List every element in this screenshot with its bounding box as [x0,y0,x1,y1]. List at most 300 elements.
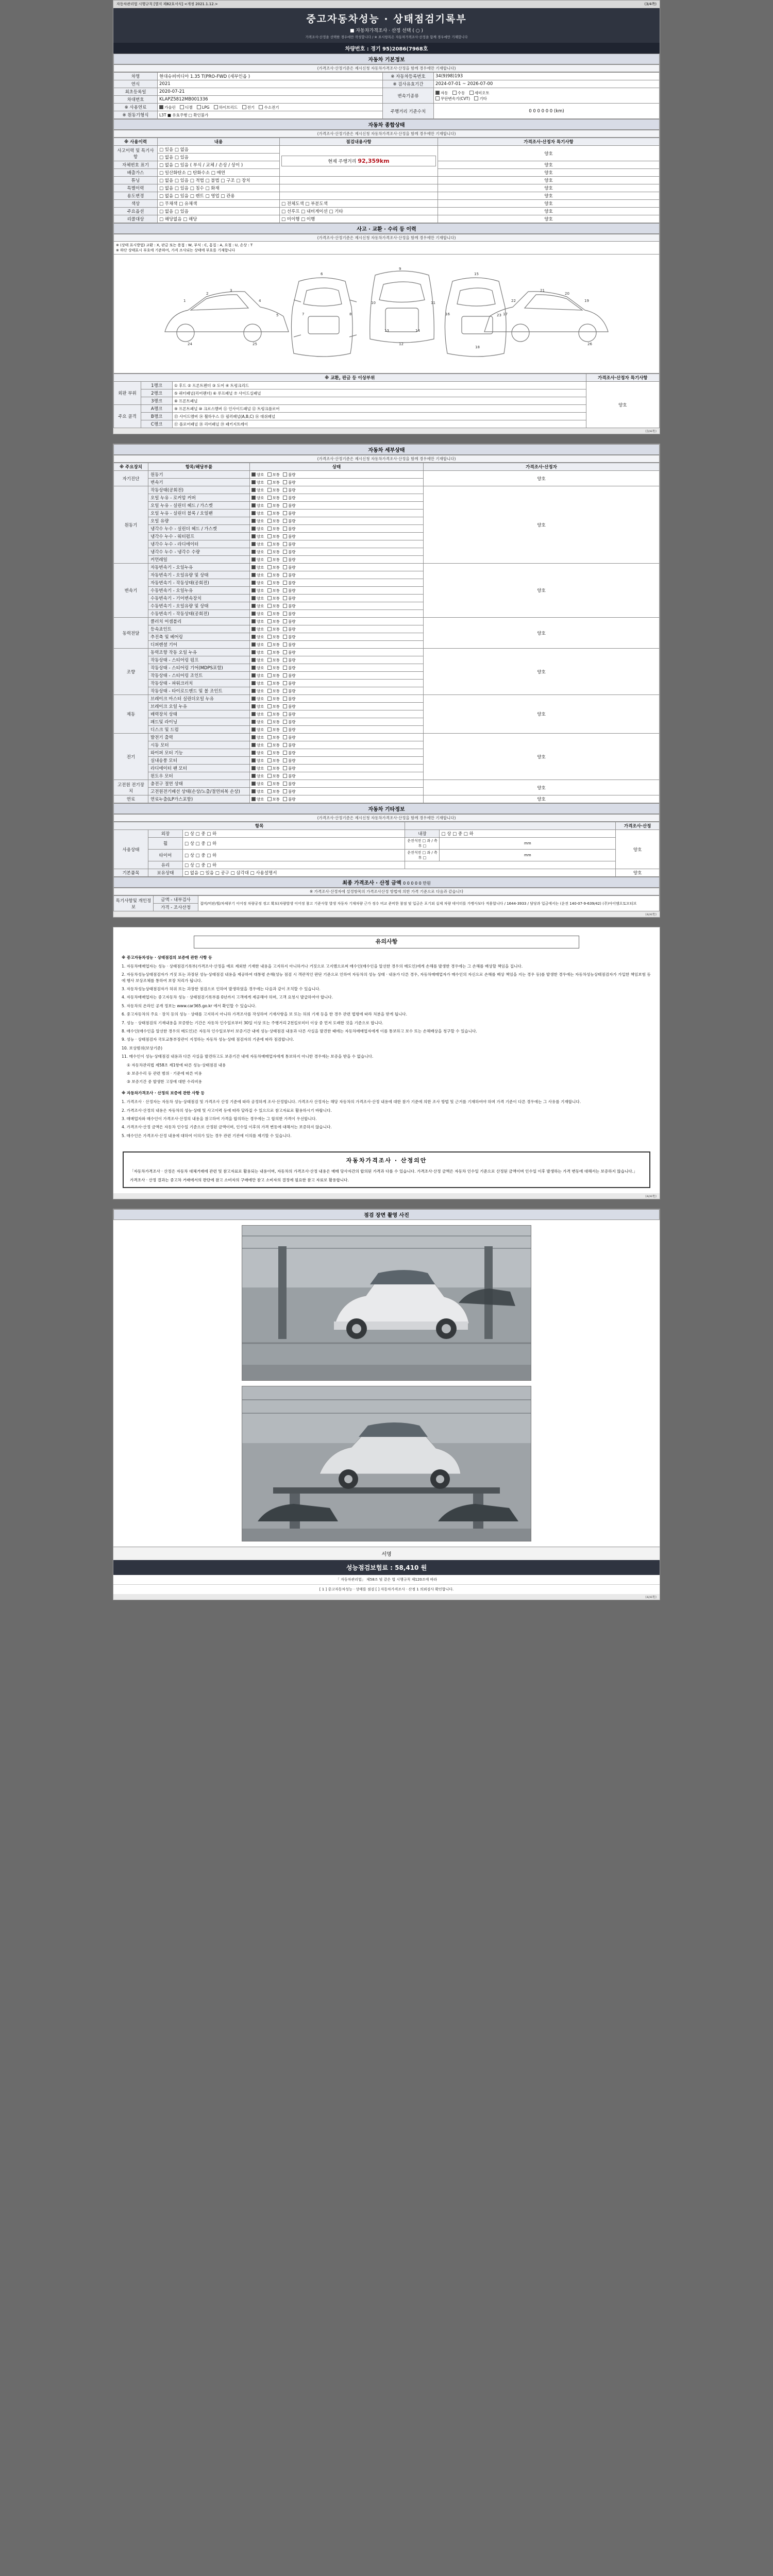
checkbox-bad[interactable]: 불량 [283,495,296,501]
svg-text:16: 16 [445,312,450,316]
checkbox-bad[interactable]: 불량 [283,665,296,671]
fuel-options[interactable] [158,104,383,111]
checkbox-bad[interactable]: 불량 [283,626,296,632]
checkbox-bad[interactable]: 불량 [283,603,296,609]
checkbox-normal[interactable]: 보통 [267,758,280,764]
detail-item-label: 수동변속기 - 오일누유 [148,587,250,595]
checkbox-bad[interactable]: 불량 [283,673,296,679]
checkbox-good[interactable]: 양호 [251,511,264,516]
exterior-state[interactable]: □ 상 □ 중 □ 하 [183,830,405,838]
col-item: 항목/해당부품 [148,463,250,471]
checkbox-normal[interactable]: 보통 [267,696,280,702]
row-recall-detail[interactable]: □ 미이행 □ 이행 [280,215,438,223]
checkbox-normal[interactable]: 보통 [267,750,280,756]
detail-state-checkboxes[interactable] [250,510,424,517]
checkbox-bad[interactable]: 불량 [283,572,296,578]
row-usechange-content[interactable]: □ 없음 □ 있음 □ 렌트 □ 영업 □ 관용 [158,192,280,200]
wheel-state[interactable]: □ 상 □ 중 □ 하 [183,838,405,850]
detail-item-label: 변속기 [148,479,250,486]
detail-state-checkboxes[interactable] [250,502,424,510]
checkbox-normal[interactable]: 보통 [267,711,280,717]
engine-type-value: L3T ■ 유효주행 □ 확인불가 [158,111,383,119]
row-options-detail[interactable]: □ 선루프 □ 내비게이션 □ 기타 [280,208,438,215]
checkbox-bad[interactable]: 불량 [283,565,296,570]
detail-item-label: 자동변속기 - 작동상태(공회전) [148,579,250,587]
detail-state-checkboxes[interactable] [250,757,424,765]
detail-state-checkboxes[interactable] [250,548,424,556]
detail-state-checkboxes[interactable] [250,726,424,734]
checkbox-bad[interactable]: 불량 [283,650,296,655]
detail-group-remark: 양호 [424,734,660,780]
sheet-4 [113,1209,660,1600]
rank-parts[interactable]: ⑧ 프론트패널 [173,397,586,405]
checkbox-bad[interactable]: 불량 [283,541,296,547]
tire-state[interactable]: □ 상 □ 중 □ 하 [183,850,405,861]
checkbox-good[interactable]: 양호 [251,727,264,733]
checkbox-good[interactable]: 양호 [251,588,264,594]
checkbox-hybrid[interactable]: 하이브리드 [214,105,238,110]
detail-state-checkboxes[interactable] [250,517,424,525]
row-special-detail[interactable] [280,184,438,192]
checkbox-good[interactable]: 양호 [251,673,264,679]
row-color-detail[interactable]: □ 전체도색 □ 부분도색 [280,200,438,208]
row-color-content[interactable]: □ 무채색 □ 유채색 [158,200,280,208]
checkbox-normal[interactable]: 보통 [267,642,280,648]
title-subtitle: ■ 자동차가격조사 · 산정 선택 ( ○ ) [350,28,423,33]
checkbox-good[interactable]: 양호 [251,796,264,802]
checkbox-good[interactable]: 양호 [251,611,264,617]
svg-text:14: 14 [415,329,420,333]
detail-group-remark: 양호 [424,649,660,695]
detail-state-checkboxes[interactable] [250,602,424,610]
detail-item-label: 자동변속기 - 오일누유 [148,564,250,571]
row-usechange-remark: 양호 [438,192,660,200]
checkbox-hydrogen[interactable]: 수소전기 [259,105,279,110]
transmission-options[interactable] [434,88,660,104]
detail-state-checkboxes[interactable] [250,680,424,687]
detail-item-label: 시동 모터 [148,741,250,749]
checkbox-normal[interactable]: 보통 [267,742,280,748]
detail-state-checkboxes[interactable] [250,587,424,595]
usage-state-label: 사용상태 [114,830,148,869]
checkbox-bad[interactable]: 불량 [283,696,296,702]
detail-item-label: 냉각수 누수 - 냉각수 수량 [148,548,250,556]
detail-state-checkboxes[interactable] [250,749,424,757]
row-tuning-content[interactable]: □ 없음 □ 있음 □ 적법 □ 불법 □ 구조 □ 장치 [158,177,280,184]
accident-legend-2: ※ 하단 상태표시 부호에 기준하여, 가격 조사되는 상태에 부호를 기재합니다 [116,248,235,252]
checkbox-bad[interactable]: 불량 [283,611,296,617]
detail-state-checkboxes[interactable] [250,656,424,664]
checkbox-bad[interactable]: 불량 [283,688,296,694]
detail-state-checkboxes[interactable] [250,780,424,788]
checkbox-bad[interactable]: 불량 [283,719,296,725]
checkbox-bad[interactable]: 불량 [283,681,296,686]
checkbox-normal[interactable]: 보통 [267,526,280,532]
detail-item-label: 와이퍼 모터 기능 [148,749,250,757]
rank-parts[interactable]: ⑬ 사이드멤버 ⑭ 휠하우스 ⑮ 필러패널(A,B,C) ⑯ 대쉬패널 [173,413,586,420]
checkbox-normal[interactable]: 보통 [267,681,280,686]
checkbox-bad[interactable]: 불량 [283,727,296,733]
checkbox-good[interactable]: 양호 [251,781,264,787]
checkbox-bad[interactable]: 불량 [283,526,296,532]
vin-value: KLAPZ5812MB001336 [158,96,383,104]
checkbox-bad[interactable]: 불량 [283,657,296,663]
checkbox-good[interactable]: 양호 [251,735,264,740]
col-others-appraiser: 가격조사·산정 [616,822,660,830]
checkbox-good[interactable]: 양호 [251,565,264,570]
checkbox-bad[interactable]: 불량 [283,796,296,802]
checkbox-good[interactable]: 양호 [251,688,264,694]
checkbox-good[interactable]: 양호 [251,580,264,586]
detail-state-checkboxes[interactable] [250,525,424,533]
checkbox-semiauto[interactable]: 세미오토 [469,90,490,96]
checkbox-normal[interactable]: 보통 [267,549,280,555]
checkbox-good[interactable]: 양호 [251,557,264,563]
checkbox-normal[interactable]: 보통 [267,580,280,586]
col-remark: 가격조사·산정자 특기사항 [438,138,660,146]
svg-text:13: 13 [384,329,389,333]
detail-item-label: 냉각수 누수 - 라디에이터 [148,540,250,548]
checkbox-normal[interactable]: 보통 [267,789,280,794]
detail-state-checkboxes[interactable] [250,710,424,718]
checkbox-good[interactable]: 양호 [251,526,264,532]
checkbox-good[interactable]: 양호 [251,657,264,663]
detail-group-remark: 양호 [424,486,660,564]
detail-state-checkboxes[interactable] [250,765,424,772]
checkbox-normal[interactable]: 보통 [267,773,280,779]
checkbox-good[interactable]: 양호 [251,711,264,717]
rank-parts[interactable]: ⑤ 쿼터패널(리어펜더) ⑥ 루프패널 ⑦ 사이드실패널 [173,389,586,397]
checkbox-bad[interactable]: 불량 [283,750,296,756]
checkbox-good[interactable]: 양호 [251,503,264,509]
detail-state-checkboxes[interactable] [250,703,424,710]
checkbox-normal[interactable]: 보통 [267,735,280,740]
declaration-body: 「자동차가격조사 · 산정은 자동차 대체거래에 관련 및 참고자료로 활용되는 내용이며, 자동차의 가격조사·산정 내용은 매매 당사자간의 합의된 가격과 다를 수 있습니다. 가격조사·산정 금액은 자동차 인수일 기준으로 산정된 금액이며 인수일 이후 발생하는 가격 변동에 대해서는 보증하지 않습니다.」 [130,1168,637,1174]
basic-info-table [113,72,660,119]
detail-state-checkboxes[interactable] [250,540,424,548]
row-accident-history-content[interactable]: □ 있음 □ 없음 [158,146,280,154]
detail-state-checkboxes[interactable] [250,788,424,795]
section-price-bar [113,877,660,888]
detail-item-label: 충전구 절연 상태 [148,780,250,788]
checkbox-bad[interactable]: 불량 [283,766,296,771]
checkbox-normal[interactable]: 보통 [267,518,280,524]
detail-item-label: 추진축 및 베어링 [148,633,250,641]
row-vin-mark-content[interactable]: □ 없음 □ 있음 ( 부식 / 교체 / 손상 / 상이 ) [158,161,280,169]
detail-state-checkboxes[interactable] [250,471,424,479]
svg-text:20: 20 [565,292,569,296]
checkbox-good[interactable]: 양호 [251,603,264,609]
tire-val-2[interactable]: mm [440,850,616,861]
notice-item-2: 2. 가격조사·산정의 내용은 자동차의 성능·상태 및 사고이력 등에 따라 달라질 수 있으므로 참고자료로 활용하시기 바랍니다. [122,1108,332,1113]
detail-state-checkboxes[interactable] [250,649,424,656]
checkbox-good[interactable]: 양호 [251,518,264,524]
checkbox-normal[interactable]: 보통 [267,572,280,578]
checkbox-bad[interactable]: 불량 [283,549,296,555]
checkbox-diesel[interactable]: 디젤 [180,105,193,110]
row-emission-content[interactable]: □ 일산화탄소 □ 탄화수소 □ 매연 [158,169,280,177]
detail-group-label: 연료 [114,795,148,803]
signature-row: 서명 [113,1547,660,1560]
detail-group-label: 전기 [114,734,148,780]
row-special-content[interactable]: □ 없음 □ 있음 □ 침수 □ 화재 [158,184,280,192]
checkbox-bad[interactable]: 불량 [283,642,296,648]
checkbox-good[interactable]: 양호 [251,619,264,624]
checkbox-normal[interactable]: 보통 [267,487,280,493]
checkbox-bad[interactable]: 불량 [283,758,296,764]
checkbox-bad[interactable]: 불량 [283,518,296,524]
group-exterior-label: 외판 부위 [114,382,141,405]
checkbox-ev[interactable]: 전기 [242,105,255,110]
document-title-block [113,8,660,43]
checkbox-good[interactable]: 양호 [251,696,264,702]
checkbox-bad[interactable]: 불량 [283,711,296,717]
row-recall-content[interactable]: □ 해당없음 □ 해당 [158,215,280,223]
checkbox-good[interactable]: 양호 [251,742,264,748]
notice-item: 7. 성능 · 상태점검의 기재내용을 보증받는 기간은 자동차 인수일로부터 30일 이상 또는 주행거리 2천킬로미터 이상 중 먼저 도래한 것을 기준으로 합니다. [122,1020,383,1025]
detail-item-label: 패드및 라이닝 [148,718,250,726]
checkbox-bad[interactable]: 불량 [283,503,296,509]
basic-label: 차대번호 [114,96,158,104]
detail-item-label: 브레이크 오일 누유 [148,703,250,710]
checkbox-normal[interactable]: 보통 [267,534,280,539]
svg-text:26: 26 [587,342,592,346]
checkbox-good[interactable]: 양호 [251,541,264,547]
interior-state[interactable]: □ 상 □ 중 □ 하 [440,830,616,838]
detail-state-checkboxes[interactable] [250,625,424,633]
price-left-label: 특기사항및 개인정보 [114,896,154,911]
checkbox-normal[interactable]: 보통 [267,727,280,733]
detail-item-label: 실내송풍 모터 [148,757,250,765]
hold-state-label: 보유상태 [148,869,183,877]
row-emission-label: 배출가스 [114,169,158,177]
basic-items-label: 기본품목 [114,869,148,877]
row-tuning-detail[interactable] [280,177,438,184]
detail-state-checkboxes[interactable] [250,479,424,486]
basic-label: ※ 사용연료 [114,104,158,111]
detail-state-checkboxes[interactable] [250,772,424,780]
detail-item-label: 수동변속기 - 오일유량 및 상태 [148,602,250,610]
checkbox-normal[interactable]: 보통 [267,626,280,632]
checkbox-good[interactable]: 양호 [251,480,264,485]
checkbox-normal[interactable]: 보통 [267,596,280,601]
checkbox-good[interactable]: 양호 [251,634,264,640]
detail-state-checkboxes[interactable] [250,595,424,602]
row-recall-remark: 양호 [438,215,660,223]
checkbox-normal[interactable]: 보통 [267,557,280,563]
checkbox-normal[interactable]: 보통 [267,611,280,617]
row-accident-history-content2[interactable]: □ 없음 □ 있음 [158,154,280,161]
checkbox-good[interactable]: 양호 [251,549,264,555]
checkbox-good[interactable]: 양호 [251,719,264,725]
checkbox-normal[interactable]: 보통 [267,796,280,802]
checkbox-normal[interactable]: 보통 [267,565,280,570]
checkbox-normal[interactable]: 보통 [267,781,280,787]
detail-state-checkboxes[interactable] [250,695,424,703]
checkbox-normal[interactable]: 보통 [267,541,280,547]
detail-state-checkboxes[interactable] [250,610,424,618]
checkbox-good[interactable]: 양호 [251,495,264,501]
checkbox-bad[interactable]: 불량 [283,534,296,539]
checkbox-etc[interactable]: 기타 [474,96,487,101]
notice-item: 5. 자동차의 온라인 공개 정보는 www.car365.go.kr 에서 확인할 수 있습니다. [122,1003,257,1008]
checkbox-good[interactable]: 양호 [251,596,264,601]
checkbox-good[interactable]: 양호 [251,758,264,764]
checkbox-normal[interactable]: 보통 [267,603,280,609]
detail-state-checkboxes[interactable] [250,718,424,726]
checkbox-good[interactable]: 양호 [251,572,264,578]
detail-state-checkboxes[interactable] [250,564,424,571]
svg-text:9: 9 [399,267,401,271]
detail-state-checkboxes[interactable] [250,633,424,641]
detail-state-checkboxes[interactable] [250,486,424,494]
price-row-value-1: 접비/비판/휠/차체부기 이어정 차량공정 정고 확보(차량발생 이어정 참고 기준사항 발생 자동차 기재차량 근가 정수 비교 준비한 참점 및 입금은 포기외 실제 차량 데이터를 가맹사보다 적용합니다 / 1644-3933 / 담당과 입금에서는 (운전 140-07-9-639/42) (주)아이엠오토모티브 [198,896,660,911]
detail-state-checkboxes[interactable] [250,533,424,540]
detail-state-checkboxes[interactable] [250,687,424,695]
detail-item-label: 오일 누유 - 실린더 블록 / 오일팬 [148,510,250,517]
checkbox-bad[interactable]: 불량 [283,596,296,601]
notice-item-2: 1. 가격조사 · 산정자는 자동차 성능·상태점검 및 가격조사 산정 기준에 따라 공정하게 조사·산정합니다. 가격조사 산정자는 해당 자동차의 가격조사·산정 내용에 대한 참가 기준에 의한 조사 방법 및 근거를 기재하여야 하며 가격 기준이 다른 경우에는 그 사유를 기재합니다. [122,1099,581,1105]
hold-state-value[interactable]: □ 없음 □ 있음 □ 공구 □ 삼각대 □ 사용설명서 [183,869,616,877]
checkbox-normal[interactable]: 보통 [267,511,280,516]
checkbox-bad[interactable]: 불량 [283,588,296,594]
checkbox-normal[interactable]: 보통 [267,688,280,694]
checkbox-bad[interactable]: 불량 [283,511,296,516]
checkbox-bad[interactable]: 불량 [283,557,296,563]
detail-state-checkboxes[interactable] [250,664,424,672]
detail-state-checkboxes[interactable] [250,494,424,502]
notice-head-2: ※ 자동차가격조사 · 산정의 보증에 관한 사항 등 [122,1090,205,1095]
detail-item-label: 디스크 및 드럼 [148,726,250,734]
basic-value: 34(9)98)193 [434,73,660,80]
checkbox-bad[interactable]: 불량 [283,480,296,485]
checkbox-lpg[interactable]: LPG [197,105,210,110]
section-basic-info-note: (가격조사·산정기준은 제시신청 자동차가격조사·산정을 함께 경우에만 기재합니다) [113,64,660,72]
detail-state-checkboxes[interactable] [250,579,424,587]
notice-items-2 [122,1099,651,1139]
detail-state-checkboxes[interactable] [250,741,424,749]
detail-item-label: 원동기 [148,471,250,479]
checkbox-normal[interactable]: 보통 [267,634,280,640]
checkbox-bad[interactable]: 불량 [283,580,296,586]
checkbox-bad[interactable]: 불량 [283,619,296,624]
rank-parts[interactable]: ① 후드 ② 프론트펜더 ③ 도어 ④ 트렁크리드 [173,382,586,389]
tire-pos-1[interactable]: 운전석전 □ 좌 / 측후 □ [405,838,440,850]
checkbox-bad[interactable]: 불량 [283,472,296,478]
checkbox-normal[interactable]: 보통 [267,472,280,478]
detail-item-label: 자동변속기 - 오일유량 및 상태 [148,571,250,579]
detail-item-label: 클러치 어셈블리 [148,618,250,625]
declaration-foot: 가격조사 · 산정 결과는 중고차 거래에서의 판단에 참고 소비자의 구매에만 참고 소비자의 결정에 필요한 참고 자료로 활용합니다. [130,1177,349,1182]
checkbox-cvt[interactable]: 무단변속기(CVT) [435,96,470,101]
checkbox-normal[interactable]: 보통 [267,704,280,709]
checkbox-normal[interactable]: 보통 [267,766,280,771]
checkbox-normal[interactable]: 보통 [267,650,280,655]
notice-item: 8. 매수인(매수인을 알선한 경우의 매도인)은 자동차 인수일로부터 보증기간 내에 성능·상태점검 내용과 다른 사실을 발견한 때에는 자동차매매업자에게 이를 통보하고 보수 또는 손해배상을 청구할 수 있습니다. [122,1029,477,1034]
detail-state-checkboxes[interactable] [250,672,424,680]
detail-group-remark: 양호 [424,780,660,795]
checkbox-gasoline[interactable]: 가솔린 [159,105,176,110]
detail-state-checkboxes[interactable] [250,641,424,649]
checkbox-normal[interactable]: 보통 [267,495,280,501]
checkbox-bad[interactable]: 불량 [283,487,296,493]
tire-pos-2[interactable]: 운전석전 □ 좌 / 측후 □ [405,850,440,861]
notice-item-2: 4. 가격조사·산정 금액은 자동차 인수일 기준으로 산정된 금액이며, 인수일 이후의 가격 변동에 대해서는 보증하지 않습니다. [122,1125,332,1130]
checkbox-bad[interactable]: 불량 [283,789,296,794]
checkbox-good[interactable]: 양호 [251,773,264,779]
checkbox-good[interactable]: 양호 [251,626,264,632]
checkbox-good[interactable]: 양호 [251,750,264,756]
checkbox-normal[interactable]: 보통 [267,673,280,679]
checkbox-normal[interactable]: 보통 [267,719,280,725]
usage-state-remark: 양호 [616,830,660,869]
checkbox-bad[interactable]: 불량 [283,773,296,779]
checkbox-good[interactable]: 양호 [251,766,264,771]
detail-state-checkboxes[interactable] [250,571,424,579]
checkbox-good[interactable]: 양호 [251,681,264,686]
detail-item-label: 발전기 출력 [148,734,250,741]
checkbox-good[interactable]: 양호 [251,642,264,648]
detail-state-checkboxes[interactable] [250,795,424,803]
checkbox-good[interactable]: 양호 [251,534,264,539]
checkbox-manual[interactable]: 수동 [452,90,465,96]
row-usechange-detail[interactable] [280,192,438,200]
row-options-content[interactable]: □ 없음 □ 있음 [158,208,280,215]
checkbox-normal[interactable]: 보통 [267,619,280,624]
checkbox-auto[interactable]: 자동 [435,90,448,96]
checkbox-normal[interactable]: 보통 [267,665,280,671]
tire-val-1[interactable]: mm [440,838,616,850]
row-recall-label: 리콜대상 [114,215,158,223]
rank-parts[interactable]: ⑨ 프론트패널 ⑩ 크로스멤버 ⑪ 인사이드패널 ⑫ 트렁크플로어 [173,405,586,413]
checkbox-normal[interactable]: 보통 [267,480,280,485]
rank-parts[interactable]: ⑰ 플로어패널 ⑱ 리어패널 ⑲ 패키지트레이 [173,420,586,428]
detail-item-label: 작동상태 - 파워크러치 [148,680,250,687]
checkbox-bad[interactable]: 불량 [283,781,296,787]
exterior-label: 외장 [148,830,183,838]
detail-group-remark: 양호 [424,795,660,803]
checkbox-good[interactable]: 양호 [251,665,264,671]
checkbox-normal[interactable]: 보통 [267,503,280,509]
glass-state[interactable]: □ 상 □ 중 □ 하 [183,861,405,869]
checkbox-bad[interactable]: 불량 [283,704,296,709]
notice-item: 9. 성능 · 상태점검자 국토교통부장관이 지정하는 자동차 성능·상태 점검자의 기준에 따라 점검합니다. [122,1037,294,1042]
checkbox-bad[interactable]: 불량 [283,742,296,748]
checkbox-good[interactable]: 양호 [251,704,264,709]
notice-item: 1. 자동차매매업자는 성능 · 상태점검기록부(가격조사·산정을 예로 제외한 기재한 내용을 고지하지 아니하거나 거짓으로 고지했으로써 매수인(매수인을 알선한 경우의 매도인)에게 손해를 발생한 경우에는 그 손해를 배상할 책임을 집니다. [122,963,523,969]
rank-label: 1랭크 [141,382,173,389]
checkbox-good[interactable]: 양호 [251,789,264,794]
declaration-title: 자동차가격조사 · 산정의안 [346,1157,427,1164]
detail-state-checkboxes[interactable] [250,556,424,564]
row-usechange-label: 용도변경 [114,192,158,200]
table-row [114,734,660,741]
checkbox-good[interactable]: 양호 [251,487,264,493]
checkbox-normal[interactable]: 보통 [267,588,280,594]
detail-item-label: 작동상태 - 스티어링 펌프 [148,656,250,664]
checkbox-good[interactable]: 양호 [251,650,264,655]
checkbox-normal[interactable]: 보통 [267,657,280,663]
checkbox-bad[interactable]: 불량 [283,634,296,640]
checkbox-bad[interactable]: 불량 [283,735,296,740]
detail-state-checkboxes[interactable] [250,618,424,625]
row-special-remark: 양호 [438,184,660,192]
checkbox-good[interactable]: 양호 [251,472,264,478]
notice-title: 유의사항 [194,936,579,948]
detail-state-checkboxes[interactable] [250,734,424,741]
inspection-photo-1 [242,1225,531,1381]
row-options-label: 주요옵션 [114,208,158,215]
